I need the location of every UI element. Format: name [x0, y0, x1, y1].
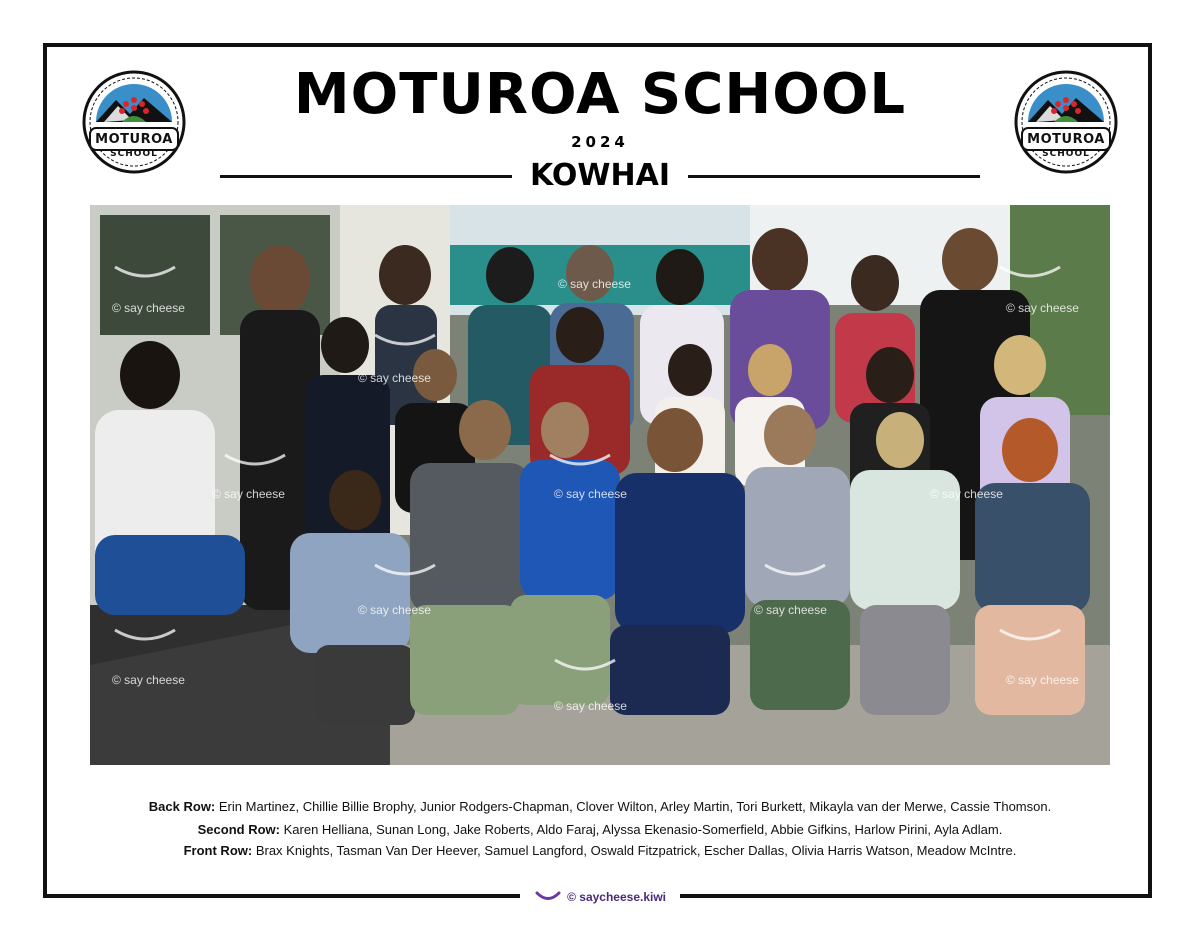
watermark-text: © say cheese: [1006, 673, 1079, 687]
watermark-text: © say cheese: [358, 371, 431, 385]
watermark-text: © say cheese: [930, 487, 1003, 501]
smile-logo-icon: [534, 890, 562, 904]
caption-back-row: [60, 799, 1140, 814]
caption-front-row: [60, 843, 1140, 858]
caption-label: Second Row:: [197, 822, 280, 837]
footer-brand-text: © saycheese.kiwi: [567, 890, 666, 904]
school-title: MOTUROA SCHOOL: [293, 62, 907, 127]
footer-brand: [520, 886, 680, 910]
caption-label: Back Row:: [148, 799, 216, 814]
watermark-text: © say cheese: [112, 673, 185, 687]
caption-label: Front Row:: [183, 843, 253, 858]
class-group-photo: [90, 205, 1110, 765]
watermark-text: © say cheese: [112, 301, 185, 315]
logo-name-text: MOTUROA: [1027, 132, 1105, 147]
class-name: KOWHAI: [530, 158, 670, 193]
watermark-text: © say cheese: [1006, 301, 1079, 315]
watermark-text: © say cheese: [358, 603, 431, 617]
heading-rule-right: [688, 175, 980, 178]
watermark-text: © say cheese: [554, 487, 627, 501]
watermark-text: © say cheese: [554, 699, 627, 713]
caption-names: Karen Helliana, Sunan Long, Jake Roberts, Aldo Faraj, Alyssa Ekenasio-Somerfield, Abbie Gifkins, Harlow Pirini, Ayla Adlam.: [283, 822, 1003, 837]
logo-name-text: MOTUROA: [95, 132, 173, 147]
caption-names: Erin Martinez, Chillie Billie Brophy, Junior Rodgers-Chapman, Clover Wilton, Arley Martin, Tori Burkett, Mikayla van der Merwe, Cassie Thomson.: [218, 799, 1052, 814]
class-heading: [220, 156, 980, 196]
logo-sub-text: SCHOOL: [1042, 149, 1090, 159]
watermark-text: © say cheese: [754, 603, 827, 617]
logo-sub-text: SCHOOL: [110, 149, 158, 159]
watermark-text: © say cheese: [558, 277, 631, 291]
year-label: 2024: [571, 133, 629, 151]
caption-second-row: [60, 822, 1140, 837]
watermark-text: © say cheese: [212, 487, 285, 501]
caption-names: Brax Knights, Tasman Van Der Heever, Samuel Langford, Oswald Fitzpatrick, Escher Dallas, Olivia Harris Watson, Meadow McIntre.: [255, 843, 1017, 858]
